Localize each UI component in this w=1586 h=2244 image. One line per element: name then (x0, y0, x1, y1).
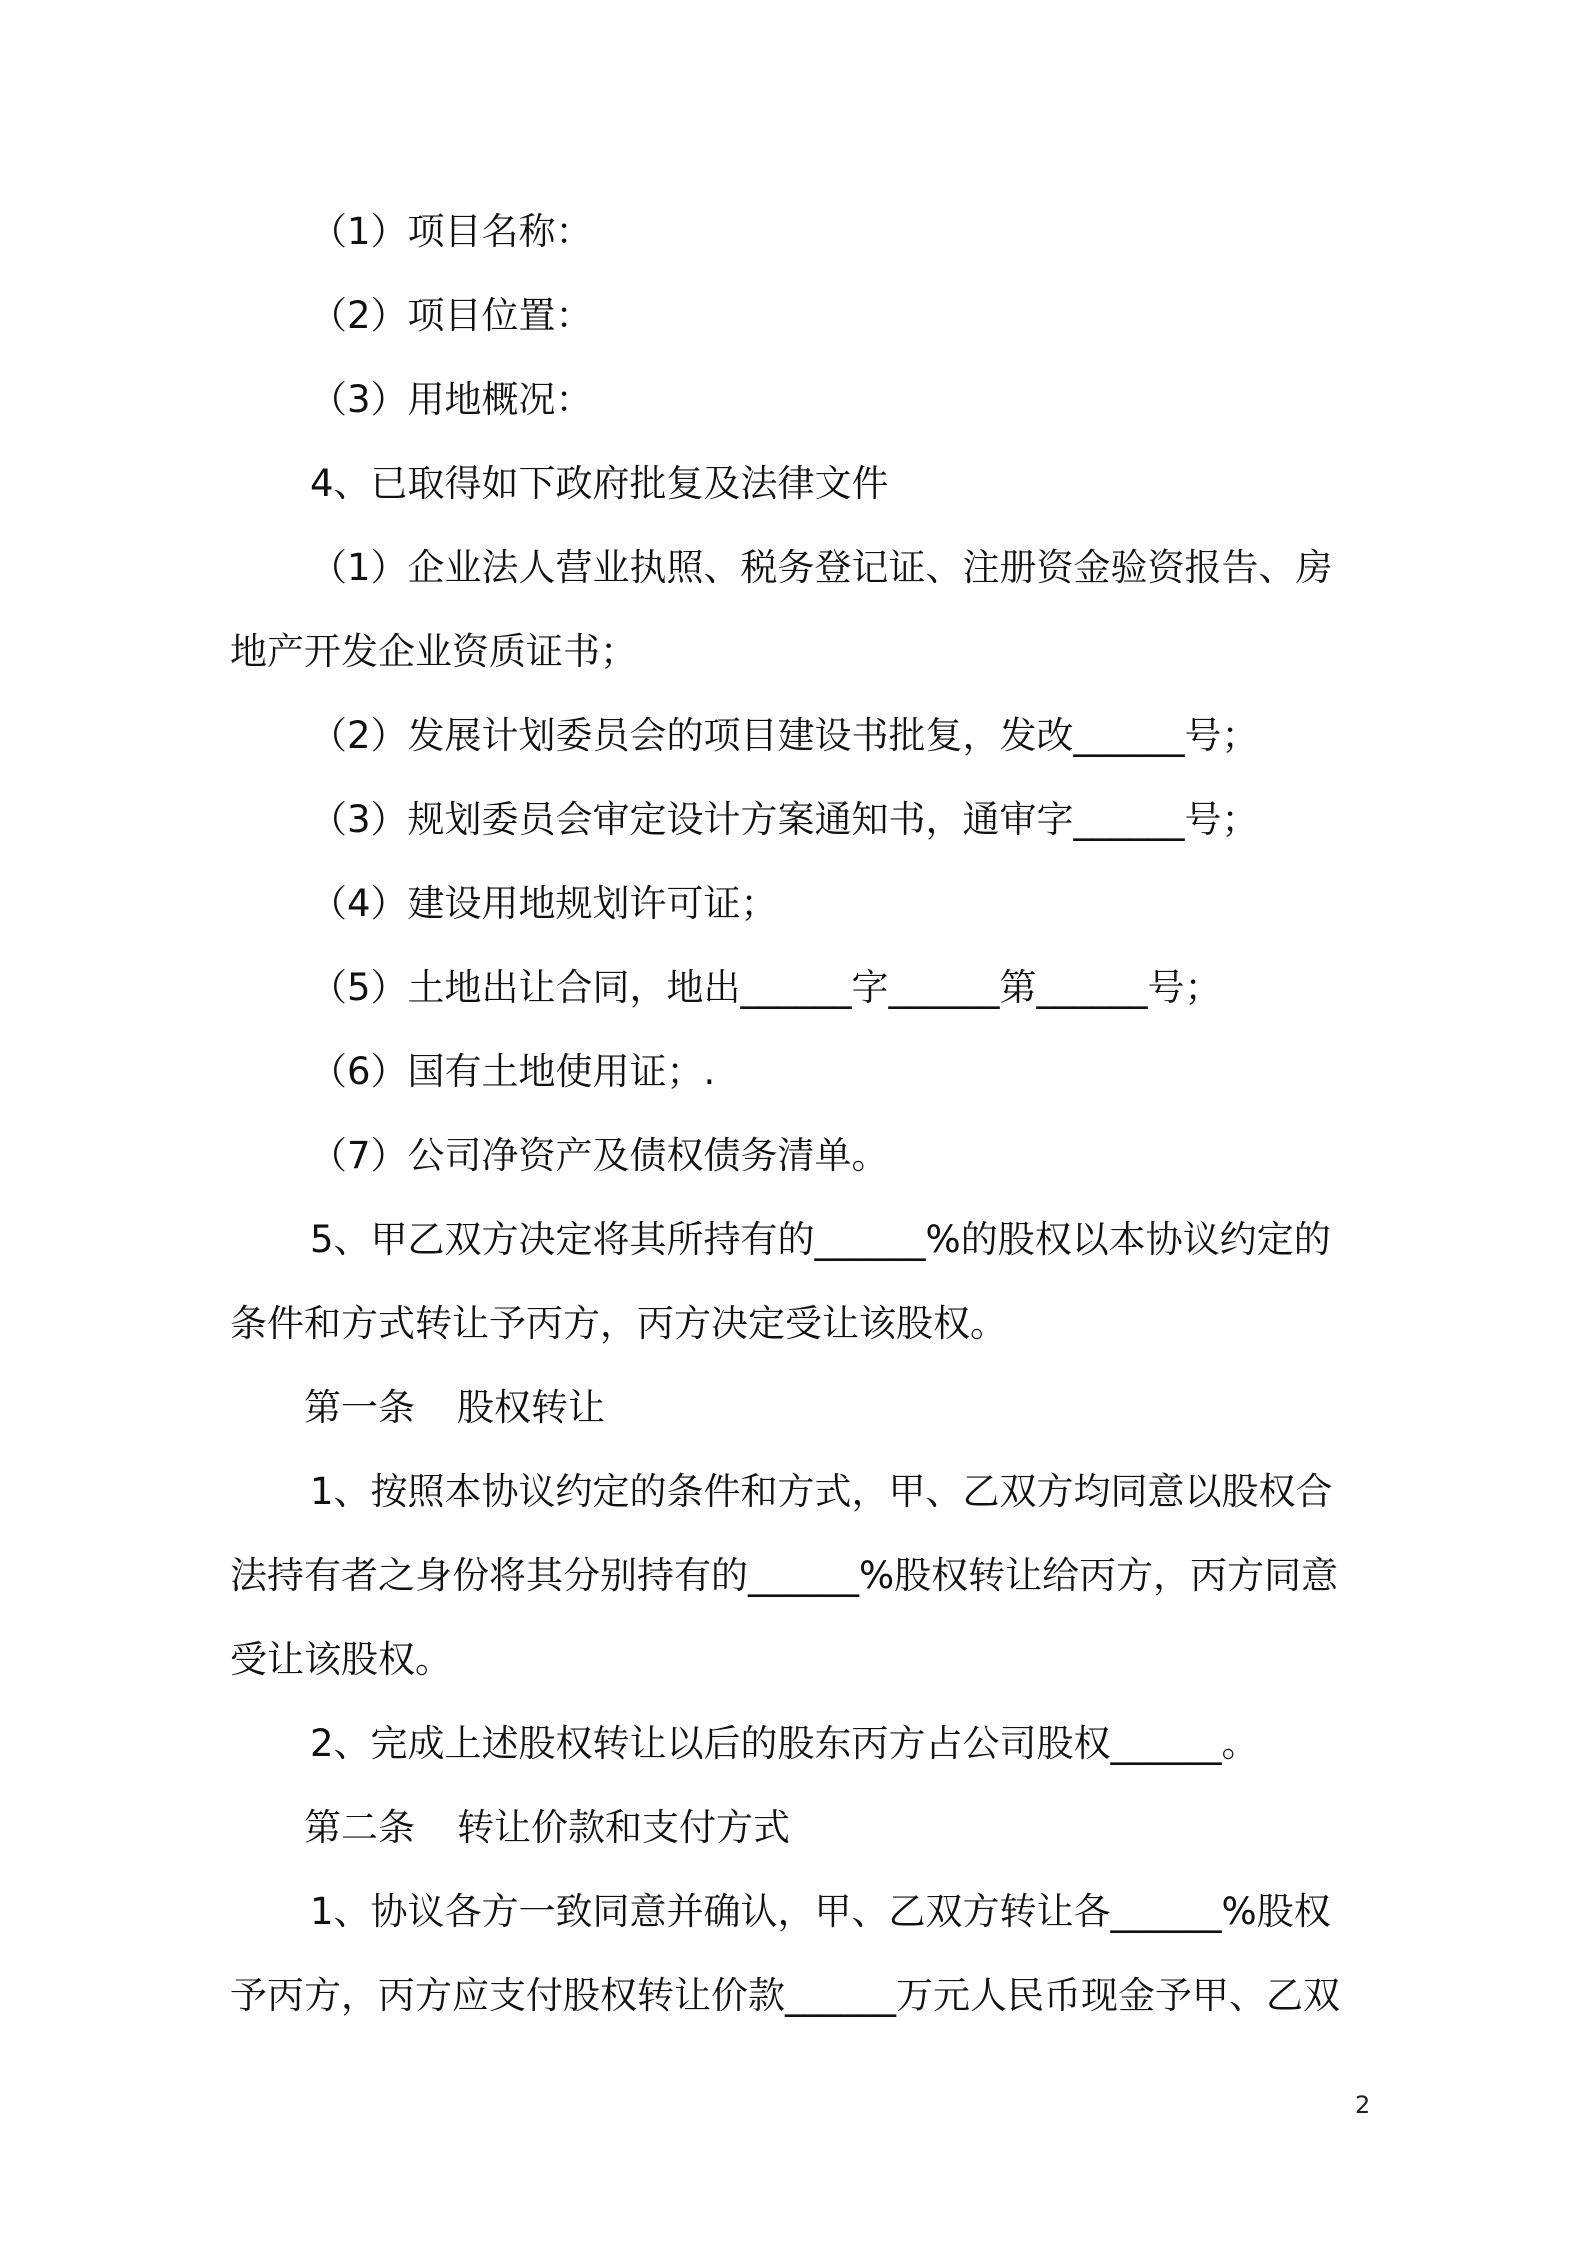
article-1-clause-1-continuation: 法持有者之身份将其分别持有的______%股权转让给丙方，丙方同意 (230, 1554, 1339, 1597)
document-item-6: （6）国有土地使用证；. (310, 1050, 716, 1093)
article-2-number: 第二条 (304, 1806, 415, 1849)
article-2-clause-1-continuation: 予丙方，丙方应支付股权转让价款______万元人民币现金予甲、乙双 (230, 1974, 1340, 2017)
article-1-clause-2: 2、完成上述股权转让以后的股东丙方占公司股权______。 (310, 1722, 1259, 1765)
article-1-number: 第一条 (304, 1386, 415, 1429)
article-2-heading (230, 1786, 1370, 1870)
clause-5: 5、甲乙双方决定将其所持有的______%的股权以本协议约定的 (310, 1218, 1331, 1261)
article-1-title: 股权转让 (457, 1386, 605, 1429)
document-item-7: （7）公司净资产及债权债务清单。 (310, 1134, 889, 1177)
article-1-heading (230, 1366, 1370, 1450)
document-item-5: （5）土地出让合同，地出______字______第______号； (310, 966, 1222, 1009)
approvals-heading: 4、已取得如下政府批复及法律文件 (310, 462, 889, 505)
clause-5-continuation: 条件和方式转让予丙方，丙方决定受让该股权。 (230, 1302, 1007, 1345)
document-item-1-continuation: 地产开发企业资质证书； (230, 630, 637, 673)
land-overview-line: （3）用地概况： (310, 378, 593, 421)
document-item-1: （1）企业法人营业执照、税务登记证、注册资金验资报告、房 (310, 546, 1333, 589)
document-body (230, 190, 1370, 2038)
page-number: 2 (1355, 2091, 1371, 2119)
article-2-clause-1: 1、协议各方一致同意并确认，甲、乙双方转让各______%股权 (310, 1890, 1331, 1933)
document-item-4: （4）建设用地规划许可证； (310, 882, 778, 925)
project-name-line: （1）项目名称： (310, 210, 593, 253)
article-1-clause-1-end: 受让该股权。 (230, 1638, 452, 1681)
article-2-title: 转让价款和支付方式 (457, 1806, 790, 1849)
document-item-2: （2）发展计划委员会的项目建设书批复，发改______号； (310, 714, 1259, 757)
article-1-clause-1: 1、按照本协议约定的条件和方式，甲、乙双方均同意以股权合 (310, 1470, 1333, 1513)
document-item-3: （3）规划委员会审定设计方案通知书，通审字______号； (310, 798, 1259, 841)
project-location-line: （2）项目位置： (310, 294, 593, 337)
